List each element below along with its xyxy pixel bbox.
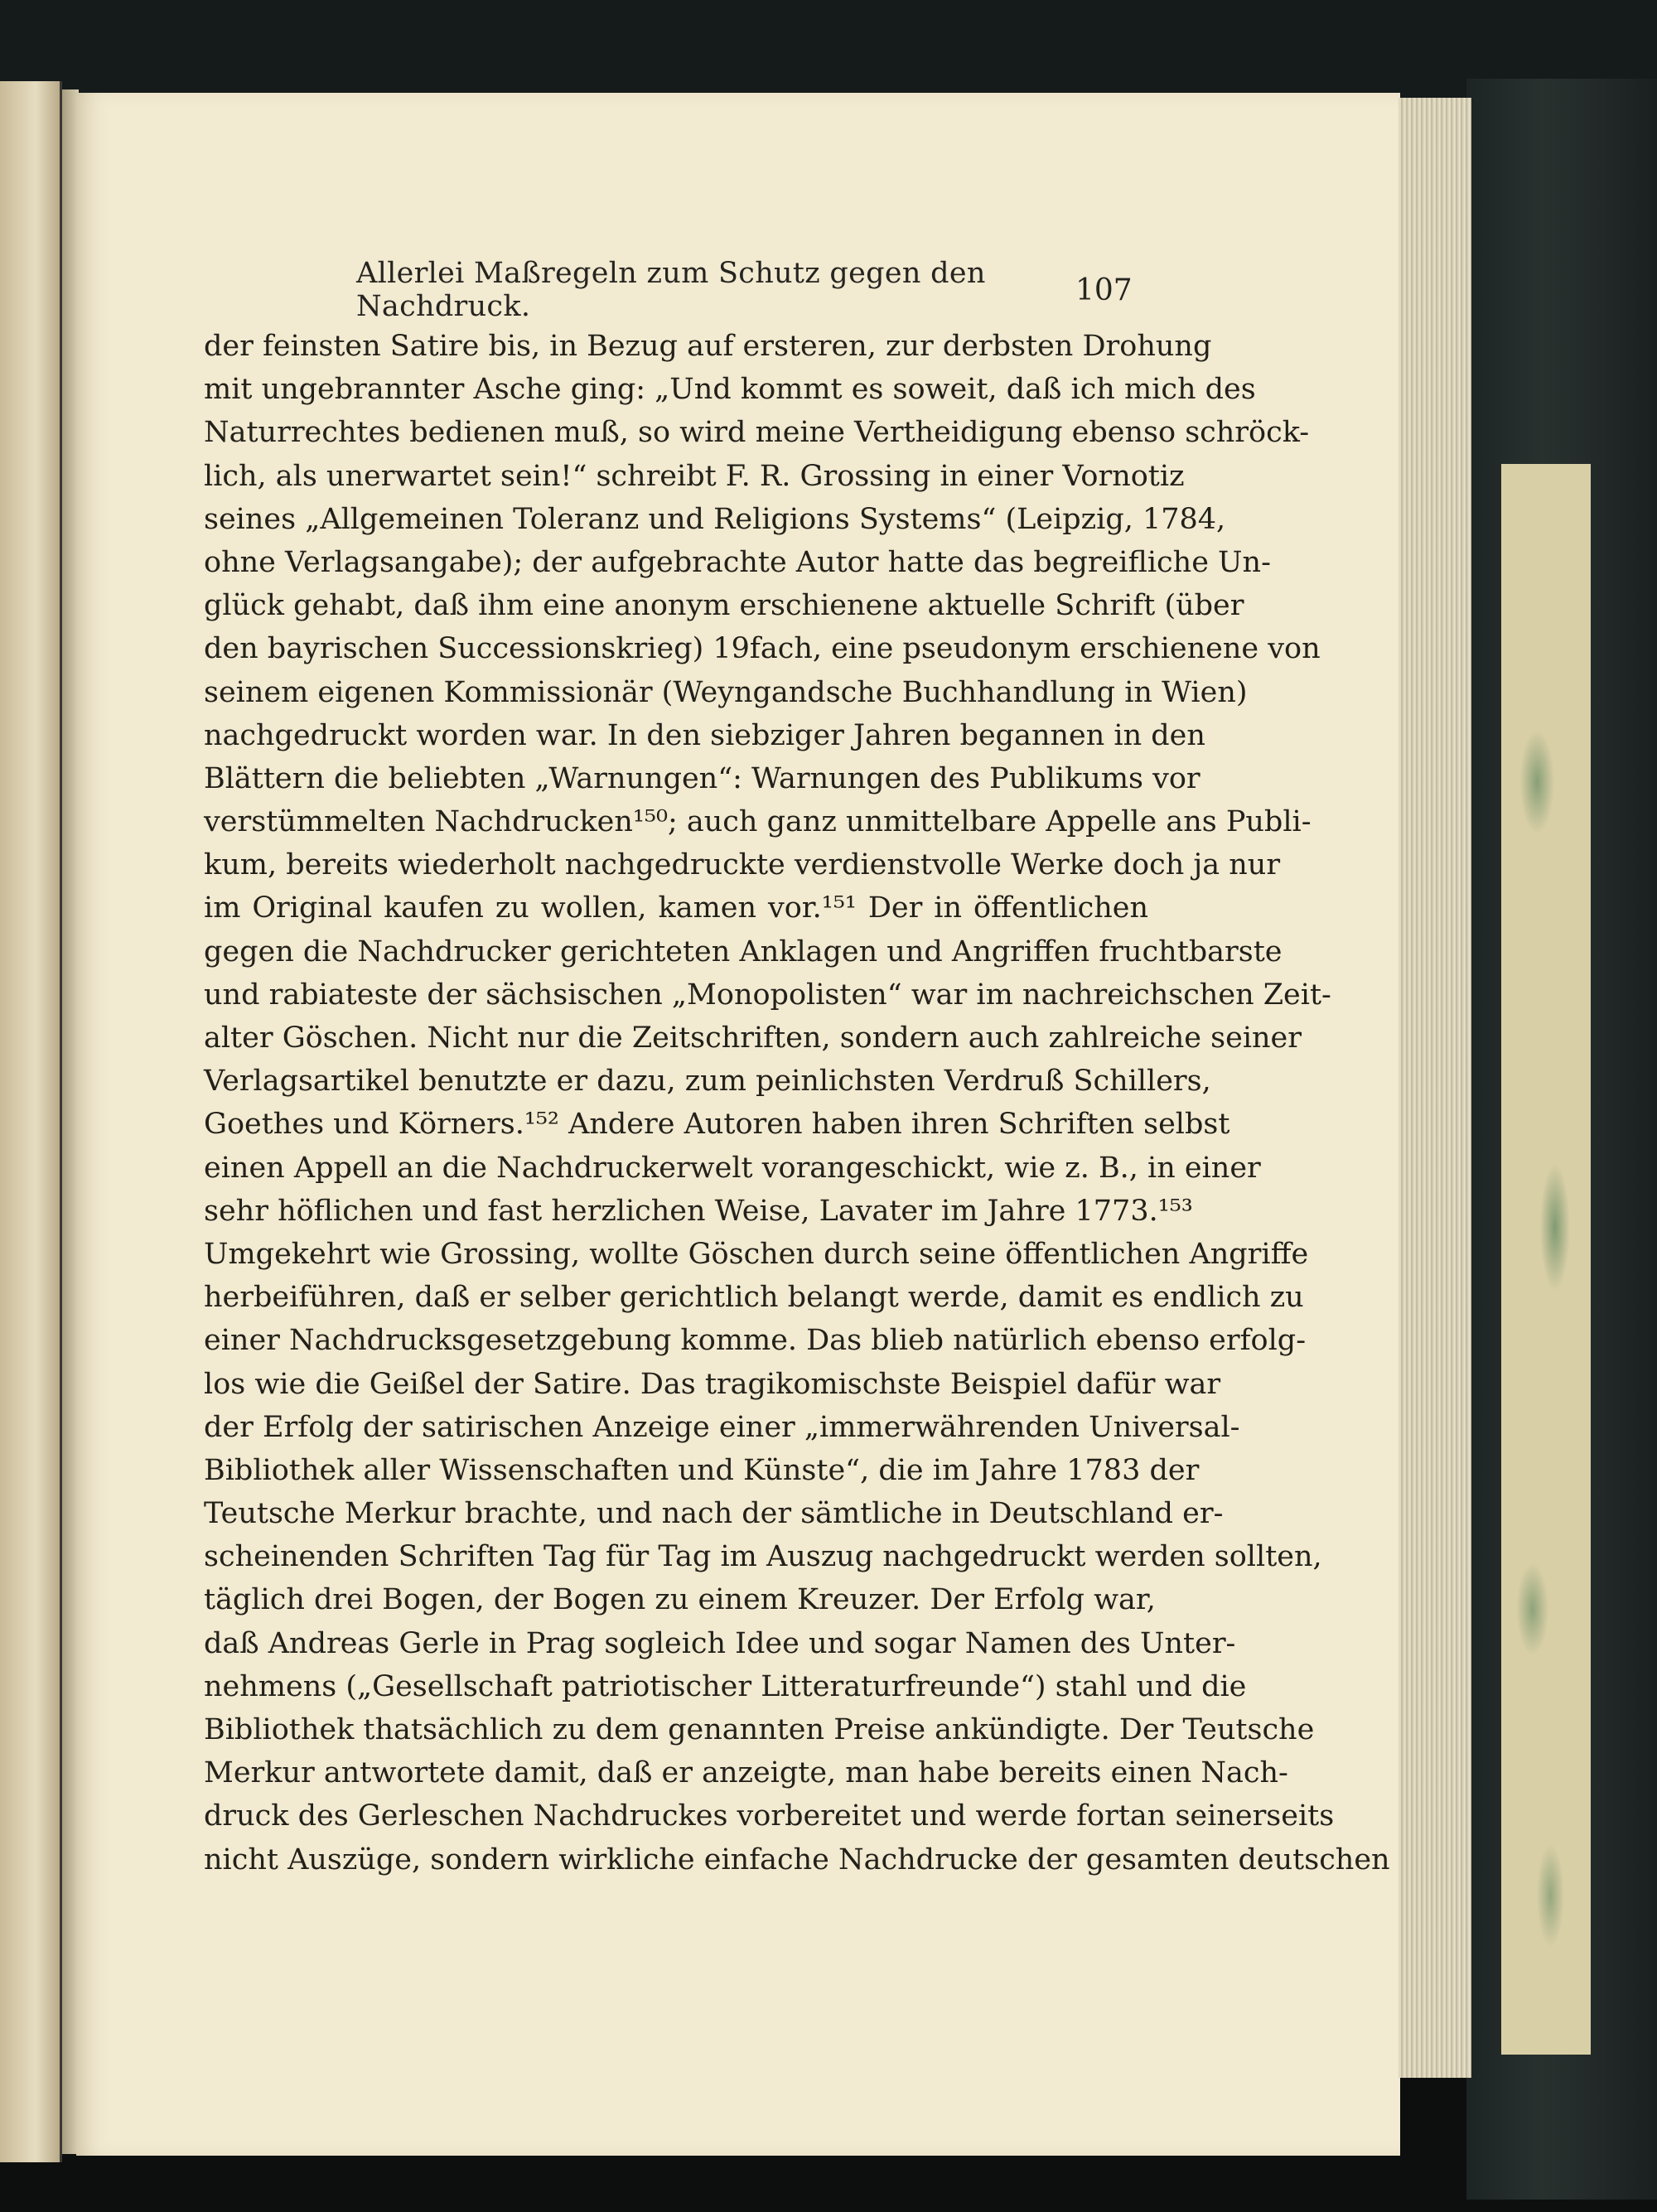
text-line: täglich drei Bogen, der Bogen zu einem Kreuzer. Der Erfolg war,: [204, 1583, 1156, 1617]
text-line: gegen die Nachdrucker gerichteten Anklagen und Angriffen fruchtbarste: [204, 935, 1283, 968]
text-line: Umgekehrt wie Grossing, wollte Göschen durch seine öffentlichen Angriffe: [204, 1237, 1309, 1271]
text-line: der Erfolg der satirischen Anzeige einer „immerwährenden Universal-: [204, 1410, 1240, 1444]
text-line: mit ungebrannter Asche ging: „Und kommt es soweit, daß ich mich des: [204, 373, 1256, 407]
text-line: daß Andreas Gerle in Prag sogleich Idee und sogar Namen des Unter-: [204, 1626, 1236, 1660]
text-line: nehmens („Gesellschaft patriotischer Litteraturfreunde“) stahl und die: [204, 1669, 1247, 1703]
text-line: seines „Allgemeinen Toleranz und Religions Systems“ (Leipzig, 1784,: [204, 502, 1226, 536]
text-line: der feinsten Satire bis, in Bezug auf ersteren, zur derbsten Drohung: [204, 330, 1212, 363]
text-line: Goethes und Körners.¹⁵² Andere Autoren haben ihren Schriften selbst: [204, 1108, 1230, 1142]
text-line: druck des Gerleschen Nachdruckes vorbereitet und werde fortan seinerseits: [204, 1799, 1335, 1833]
text-line: alter Göschen. Nicht nur die Zeitschriften, sondern auch zahlreiche seiner: [204, 1021, 1302, 1055]
text-line: Teutsche Merkur brachte, und nach der sämtliche in Deutschland er-: [204, 1497, 1224, 1531]
text-line: scheinenden Schriften Tag für Tag im Auszug nachgedruckt werden sollten,: [204, 1540, 1322, 1574]
text-line: nicht Auszüge, sondern wirkliche einfache Nachdrucke der gesamten deutschen: [204, 1843, 1390, 1876]
text-line: los wie die Geißel der Satire. Das tragikomischste Beispiel dafür war: [204, 1367, 1221, 1401]
facing-page-edge: [0, 81, 62, 2162]
text-line: herbeiführen, daß er selber gerichtlich belangt werde, damit es endlich zu: [204, 1281, 1304, 1315]
text-line: ohne Verlagsangabe); der aufgebrachte Autor hatte das begreifliche Un-: [204, 545, 1271, 579]
text-line: sehr höflichen und fast herzlichen Weise, Lavater im Jahre 1773.¹⁵³: [204, 1194, 1193, 1228]
body-text: [204, 325, 1390, 1881]
text-line: Blättern die beliebten „Warnungen“: Warnungen des Publikums vor: [204, 761, 1200, 795]
text-line: einer Nachdrucksgesetzgebung komme. Das blieb natürlich ebenso erfolg-: [204, 1324, 1307, 1358]
marbled-endpaper: [1501, 464, 1591, 2055]
text-line: Verlagsartikel benutzte er dazu, zum peinlichsten Verdruß Schillers,: [204, 1065, 1211, 1099]
book-cover-top: [0, 0, 1657, 98]
text-line: kum, bereits wiederholt nachgedruckte verdienstvolle Werke doch ja nur: [204, 848, 1281, 882]
text-line: glück gehabt, daß ihm eine anonym erschienene aktuelle Schrift (über: [204, 589, 1244, 623]
text-line: und rabiateste der sächsischen „Monopolisten“ war im nachreichschen Zeit-: [204, 978, 1331, 1012]
running-header: [356, 257, 1133, 323]
text-line: verstümmelten Nachdrucken¹⁵⁰; auch ganz unmittelbare Appelle ans Publi-: [204, 805, 1312, 839]
text-line: Merkur antwortete damit, daß er anzeigte, man habe bereits einen Nach-: [204, 1756, 1288, 1790]
running-title: Allerlei Maßregeln zum Schutz gegen den Nachdruck.: [356, 257, 986, 323]
text-line: Naturrechtes bedienen muß, so wird meine Vertheidigung ebenso schröck-: [204, 416, 1310, 450]
page-number: 107: [1075, 273, 1133, 307]
text-line: Bibliothek aller Wissenschaften und Künste“, die im Jahre 1783 der: [204, 1453, 1200, 1487]
text-line: seinem eigenen Kommissionär (Weyngandsche Buchhandlung in Wien): [204, 675, 1248, 709]
page-block-edge: [1399, 98, 1471, 2078]
text-line: lich, als unerwartet sein!“ schreibt F. R. Grossing in einer Vornotiz: [204, 459, 1185, 493]
text-line: im Original kaufen zu wollen, kamen vor.¹⁵¹ Der in öffentlichen: [204, 891, 1148, 925]
text-line: nachgedruckt worden war. In den siebziger Jahren begannen in den: [204, 718, 1205, 752]
text-line: den bayrischen Successionskrieg) 19fach, eine pseudonym erschienene von: [204, 632, 1321, 666]
text-line: Bibliothek thatsächlich zu dem genannten Preise ankündigte. Der Teutsche: [204, 1713, 1315, 1746]
text-line: einen Appell an die Nachdruckerwelt vorangeschickt, wie z. B., in einer: [204, 1151, 1261, 1185]
